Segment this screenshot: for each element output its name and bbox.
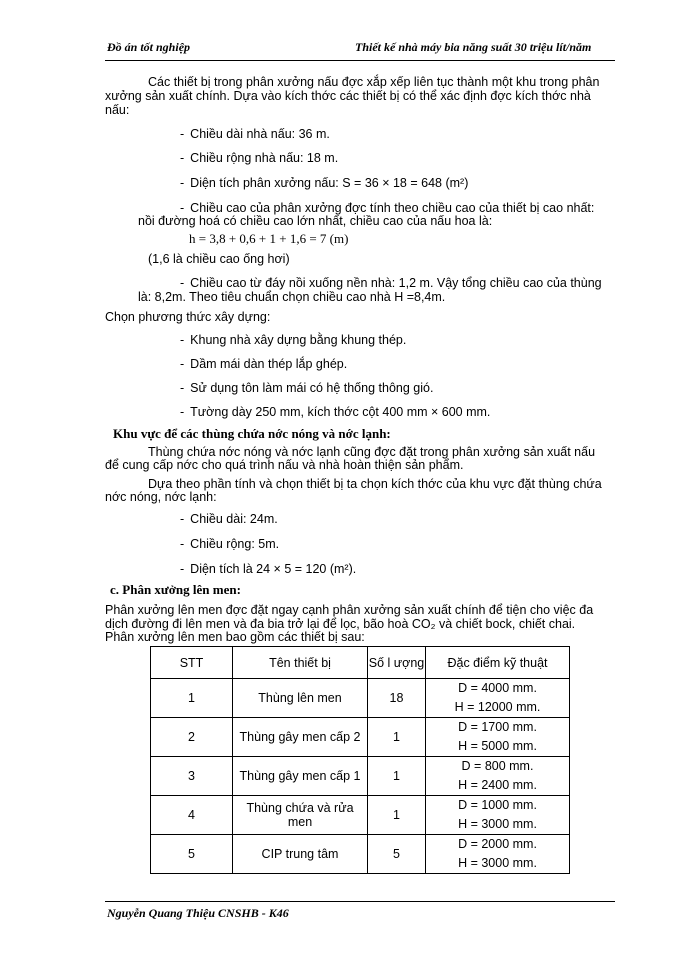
dim-length: - Chiều dài nhà nấu: 36 m. [180, 127, 330, 141]
floor-height-1: - Chiều cao từ đáy nồi xuống nền nhà: 1,2 m. Vậy tổng chiều cao của thùng [180, 276, 602, 290]
fermentation-line-3: Phân xưởng lên men bao gồm các thiết bị sau: [105, 630, 365, 644]
cell-spec [426, 796, 570, 835]
spec-height: H = 5000 mm. [458, 739, 537, 753]
cell-spec [426, 757, 570, 796]
tank-width: - Chiều rộng: 5m. [180, 537, 280, 551]
table-row [151, 835, 570, 874]
tank-area-p1-line-2: để cung cấp nớc cho quá trình nấu và nhà hoàn thiện sản phẩm. [105, 458, 464, 472]
cell-qty: 1 [368, 718, 426, 757]
cell-qty: 1 [368, 796, 426, 835]
cell-name: Thùng gây men cấp 1 [233, 757, 368, 796]
construction-item: - Sử dụng tôn làm mái có hệ thống thông gió. [180, 381, 434, 395]
cell-stt: 4 [151, 796, 233, 835]
spec-height: H = 3000 mm. [458, 817, 537, 831]
construction-item: - Dầm mái dàn thép lắp ghép. [180, 357, 348, 371]
spec-height: H = 3000 mm. [458, 856, 537, 870]
construction-title: Chọn phương thức xây dựng: [105, 310, 271, 324]
header-rule [105, 60, 615, 61]
table-row [151, 796, 570, 835]
floor-height-2: là: 8,2m. Theo tiêu chuẩn chọn chiều cao nhà H =8,4m. [138, 290, 446, 304]
construction-item: - Khung nhà xây dựng bằng khung thép. [180, 333, 407, 347]
header-right: Thiết kế nhà máy bia năng suất 30 triệu lít/năm [355, 40, 592, 54]
cell-qty: 5 [368, 835, 426, 874]
fermentation-line-1: Phân xưởng lên men đợc đặt ngay cạnh phân xưởng sản xuất chính để tiện cho việc đa [105, 603, 594, 617]
dim-height-1: - Chiều cao của phân xưởng đợc tính theo chiều cao của thiết bị cao nhất: [180, 201, 595, 215]
height-note: (1,6 là chiều cao ống hơi) [148, 252, 290, 266]
spec-diameter: D = 1000 mm. [458, 798, 537, 812]
table-header-row [151, 647, 570, 679]
cell-name: Thùng gây men cấp 2 [233, 718, 368, 757]
equipment-table [150, 646, 570, 874]
cell-spec [426, 679, 570, 718]
cell-qty: 18 [368, 679, 426, 718]
table-row [151, 718, 570, 757]
cell-stt: 1 [151, 679, 233, 718]
cell-name: Thùng chứa và rửa men [233, 796, 368, 835]
tank-area-heading: Khu vực để các thùng chứa nớc nóng và nớc lạnh: [113, 426, 391, 441]
construction-item: - Tường dày 250 mm, kích thớc cột 400 mm × 600 mm. [180, 405, 491, 419]
spec-diameter: D = 800 mm. [461, 759, 534, 773]
table-row [151, 679, 570, 718]
spec-height: H = 12000 mm. [454, 700, 541, 714]
spec-diameter: D = 1700 mm. [458, 720, 537, 734]
cell-stt: 3 [151, 757, 233, 796]
tank-length: - Chiều dài: 24m. [180, 512, 278, 526]
header-name: Tên thiết bị [233, 647, 368, 679]
cell-stt: 2 [151, 718, 233, 757]
intro-line-1: Các thiết bị trong phân xưởng nấu đợc xắp xếp liên tục thành một khu trong phân [148, 75, 600, 89]
cell-spec [426, 835, 570, 874]
table-row [151, 757, 570, 796]
intro-line-3: nấu: [105, 103, 130, 117]
cell-qty: 1 [368, 757, 426, 796]
spec-height: H = 2400 mm. [458, 778, 537, 792]
tank-area-p2-line-2: nớc nóng, nớc lạnh: [105, 490, 217, 504]
header-spec: Đặc điểm kỹ thuật [426, 647, 570, 679]
spec-diameter: D = 4000 mm. [458, 681, 537, 695]
cell-stt: 5 [151, 835, 233, 874]
footer-author: Nguyễn Quang Thiệu CNSHB - K46 [107, 906, 289, 920]
cell-spec [426, 718, 570, 757]
intro-line-2: xưởng sản xuất chính. Dựa vào kích thớc các thiết bị có thể xác định đợc kích thớc nhà [105, 89, 591, 103]
header-stt: STT [151, 647, 233, 679]
fermentation-line-2: dịch đường đi lên men và đa bia trở lại để lọc, bão hoà CO₂ và chiết bock, chiết chai. [105, 617, 576, 631]
header-left: Đồ án tốt nghiệp [107, 40, 191, 54]
height-formula: h = 3,8 + 0,6 + 1 + 1,6 = 7 (m) [189, 231, 349, 246]
spec-diameter: D = 2000 mm. [458, 837, 537, 851]
fermentation-heading: c. Phân xưởng lên men: [110, 582, 241, 597]
tank-area-p1-line-1: Thùng chứa nớc nóng và nớc lạnh cũng đợc đặt trong phân xưởng sản xuất nấu [148, 445, 596, 459]
tank-area-p2-line-1: Dựa theo phần tính và chọn thiết bị ta chọn kích thớc của khu vực đặt thùng chứa [148, 477, 602, 491]
dim-area: - Diện tích phân xưởng nấu: S = 36 × 18 = 648 (m²) [180, 176, 469, 190]
dim-height-2: nồi đường hoá có chiều cao lớn nhất, chiều cao của nấu hoa là: [138, 214, 493, 228]
tank-area: - Diện tích là 24 × 5 = 120 (m²). [180, 562, 357, 576]
cell-name: Thùng lên men [233, 679, 368, 718]
dim-width: - Chiều rộng nhà nấu: 18 m. [180, 151, 339, 165]
footer-rule [105, 901, 615, 902]
cell-name: CIP trung tâm [233, 835, 368, 874]
header-qty: Số l ượng [368, 647, 426, 679]
